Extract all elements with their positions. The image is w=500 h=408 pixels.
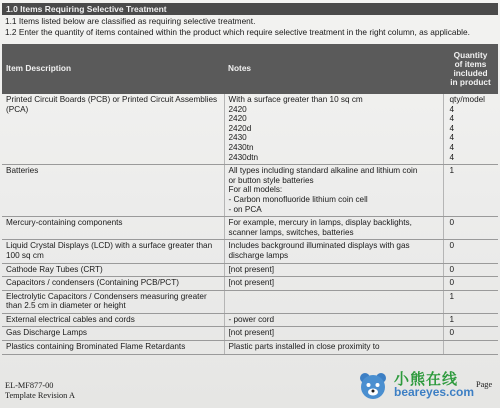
footer <box>5 381 75 401</box>
selective-treatment-table <box>2 44 498 355</box>
notes-line: - power cord <box>228 314 275 324</box>
notes-line: 2430 <box>228 133 247 143</box>
item-notes <box>224 290 443 313</box>
notes-line: 2420 <box>228 114 247 124</box>
item-notes <box>224 94 443 165</box>
item-notes <box>224 263 443 277</box>
item-description: Printed Circuit Boards (PCB) or Printed Circuit Assemblies (PCA) <box>2 94 224 165</box>
item-quantity <box>443 240 498 263</box>
table-row <box>2 327 498 341</box>
quantity-value: qty/model <box>449 95 485 104</box>
item-notes <box>224 327 443 341</box>
item-description: Mercury-containing components <box>2 217 224 240</box>
item-notes <box>224 165 443 217</box>
header-quantity-line: in product <box>450 77 491 88</box>
header-quantity-line: of items <box>454 58 487 69</box>
item-quantity <box>443 217 498 240</box>
quantity-value: 4 <box>449 142 455 152</box>
notes-line: 2430tn <box>228 142 254 152</box>
section-intro <box>5 16 495 37</box>
table-row <box>2 263 498 277</box>
item-description: External electrical cables and cords <box>2 313 224 327</box>
item-description: Batteries <box>2 165 224 217</box>
item-quantity <box>443 341 498 355</box>
quantity-value <box>450 342 495 352</box>
section-title: 1.0 Items Requiring Selective Treatment <box>2 3 498 15</box>
item-quantity <box>443 313 498 327</box>
notes-line: - on PCA <box>228 204 262 214</box>
table-row <box>2 313 498 327</box>
table-row <box>2 277 498 291</box>
item-description: Gas Discharge Lamps <box>2 327 224 341</box>
page-label: Page <box>476 380 493 389</box>
notes-line: [not present] <box>228 328 275 338</box>
item-quantity <box>443 94 498 165</box>
item-quantity <box>443 165 498 217</box>
header-notes: Notes <box>224 44 443 94</box>
header-quantity <box>443 44 498 94</box>
quantity-value: 4 <box>449 114 455 124</box>
quantity-value: 1 <box>449 291 455 301</box>
notes-line: For all models: <box>228 185 283 195</box>
notes-line: discharge lamps <box>228 250 289 260</box>
notes-line: 2430dtn <box>228 152 259 162</box>
item-notes <box>224 240 443 263</box>
quantity-value: 1 <box>449 314 455 324</box>
watermark-site: beareyes.com <box>394 385 475 399</box>
item-notes <box>224 341 443 355</box>
header-quantity-line: included <box>453 68 488 78</box>
notes-line: 2420d <box>228 123 252 133</box>
item-description: Electrolytic Capacitors / Condensers measuring greater than 2.5 cm in diameter or height <box>2 290 224 313</box>
item-description: Plastics containing Brominated Flame Retardants <box>2 341 224 355</box>
watermark <box>348 368 478 404</box>
quantity-value: 0 <box>449 278 455 288</box>
item-description: Liquid Crystal Displays (LCD) with a surface greater than 100 sq cm <box>2 240 224 263</box>
quantity-value: 0 <box>449 328 455 338</box>
item-quantity <box>443 263 498 277</box>
table-row <box>2 240 498 263</box>
notes-line: Includes background illuminated displays with gas <box>228 241 410 251</box>
template-revision: Template Revision A <box>5 391 75 400</box>
quantity-value: 0 <box>449 264 455 274</box>
table-row <box>2 165 498 217</box>
quantity-value: 4 <box>449 152 455 162</box>
table-body <box>2 94 498 354</box>
item-notes <box>224 277 443 291</box>
notes-line: or button style batteries <box>228 175 314 185</box>
notes-line: scanner lamps, switches, batteries <box>228 227 354 237</box>
item-notes <box>224 313 443 327</box>
notes-line: All types including standard alkaline and lithium coin <box>228 166 418 176</box>
intro-line-2: 1.2 Enter the quantity of items contained within the product which require selective treatment in the right column, as applicable. <box>5 26 470 37</box>
item-notes <box>224 217 443 240</box>
quantity-value: 0 <box>449 241 455 251</box>
header-quantity-line: Quantity <box>453 49 488 60</box>
table-row <box>2 341 498 355</box>
bear-logo-icon <box>356 370 390 402</box>
quantity-value: 0 <box>449 218 455 228</box>
intro-line-1: 1.1 Items listed below are classified as requiring selective treatment. <box>5 16 256 26</box>
item-description: Capacitors / condensers (Containing PCB/PCT) <box>2 277 224 291</box>
form-id: EL-MF877-00 <box>5 381 54 390</box>
quantity-value: 4 <box>449 133 455 143</box>
table-row <box>2 217 498 240</box>
item-description: Cathode Ray Tubes (CRT) <box>2 263 224 277</box>
notes-line: [not present] <box>228 264 275 274</box>
notes-line: Plastic parts installed in close proximity to <box>228 342 380 352</box>
notes-line: With a surface greater than 10 sq cm <box>228 95 363 104</box>
notes-line: For example, mercury in lamps, display backlights, <box>228 218 412 228</box>
table-row <box>2 290 498 313</box>
table-header-row <box>2 44 498 94</box>
notes-line: [not present] <box>228 278 275 288</box>
notes-line: 2420 <box>228 104 247 114</box>
table-row <box>2 94 498 165</box>
item-quantity <box>443 277 498 291</box>
quantity-value: 4 <box>449 123 455 133</box>
header-item-description: Item Description <box>2 44 224 94</box>
quantity-value: 1 <box>449 166 455 176</box>
item-quantity <box>443 290 498 313</box>
notes-line: - Carbon monofluoride lithium coin cell <box>228 194 368 204</box>
notes-line <box>229 292 439 302</box>
item-quantity <box>443 327 498 341</box>
quantity-value: 4 <box>449 104 455 114</box>
watermark-chinese: 小熊在线 <box>394 371 459 388</box>
